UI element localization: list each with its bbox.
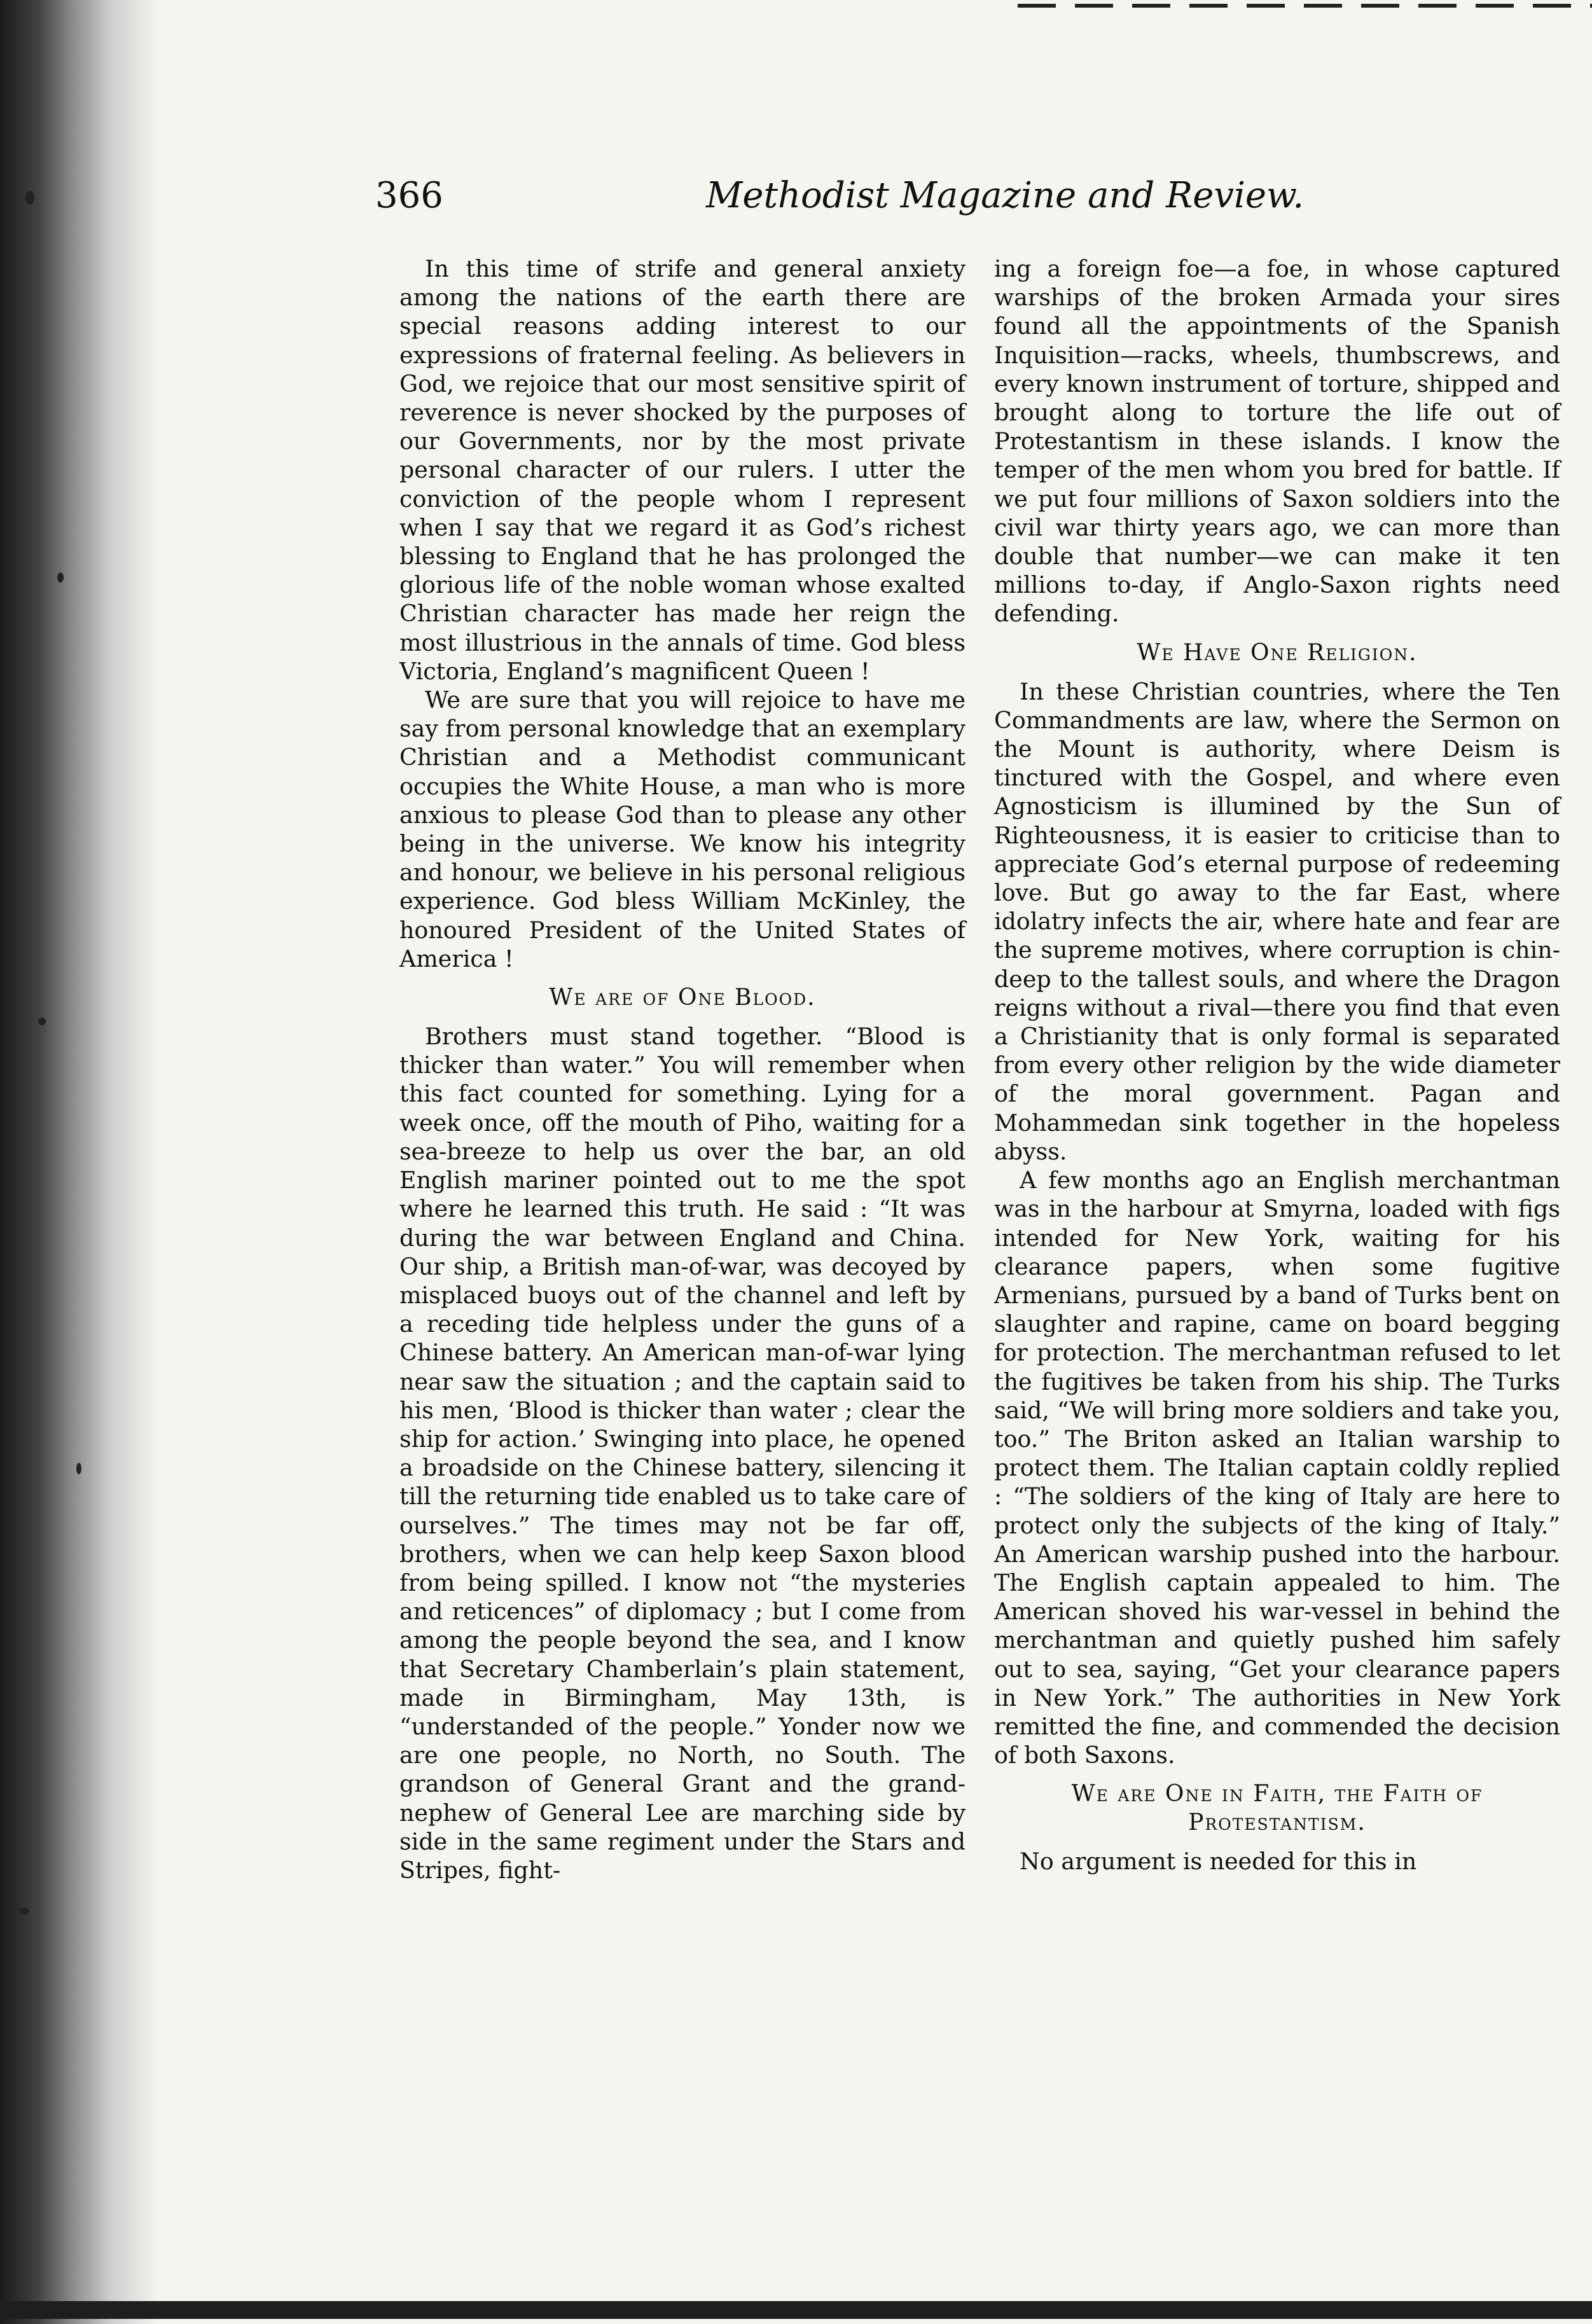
running-title: Methodist Magazine and Review.	[706, 175, 1305, 216]
binding-edge-scan-shadow	[0, 0, 159, 2324]
page-header	[375, 170, 1305, 228]
paragraph: We are sure that you will rejoice to have me say from personal knowledge that an exemplary Christian and a Methodist communicant occupies the White House, a man who is more anxious to please God than to please any other being in the universe. We know his integrity and honour, we believe in his personal religious experience. God bless William McKinley, the honoured President of the United States of America !	[399, 686, 966, 972]
left-column	[399, 254, 966, 1885]
section-heading: We Have One Religion.	[1137, 639, 1418, 666]
paragraph: In these Christian countries, where the Ten Commandments are law, where the Sermon on the Mount is authority, where Deism is tinctured with the Gospel, and where even Agnosticism is illumined by the Sun of Righteousness, it is easier to criticise than to appreciate God’s eternal purpose of redeeming love. But go away to the far East, where idolatry infects the air, where hate and fear are the supreme motives, where corruption is chin-deep to the tallest souls, and where the Dragon reigns without a rival—there you find that even a Christianity that is only formal is separated from every other religion by the wide diameter of the moral government. Pagan and Mohammedan sink together in the hopeless abyss.	[994, 677, 1560, 1165]
section-heading: We are One in Faith, the Faith of Protestantism.	[1071, 1781, 1483, 1836]
top-edge-rule	[1018, 4, 1592, 8]
scan-speck	[76, 1463, 81, 1474]
scan-speck	[38, 1018, 46, 1025]
bottom-edge-bar	[0, 2301, 1592, 2319]
right-column	[994, 254, 1560, 1876]
paragraph: In this time of strife and general anxiety among the nations of the earth there are special reasons adding interest to our expressions of fraternal feeling. As believers in God, we rejoice that our most sensitive spirit of reverence is never shocked by the purposes of our Governments, nor by the most private personal character of our rulers. I utter the conviction of the people whom I represent when I say that we regard it as God’s richest blessing to England that he has prolonged the glorious life of the noble woman whose exalted Christian character has made her reign the most illustrious in the annals of time. God bless Victoria, England’s magnificent Queen !	[399, 255, 966, 685]
paragraph: No argument is needed for this in	[1020, 1848, 1417, 1876]
section-heading: We are of One Blood.	[549, 985, 816, 1011]
paragraph: Brothers must stand together. “Blood is thicker than water.” You will remember when this fact counted for something. Lying for a week once, off the mouth of Piho, waiting for a sea-breeze to help us over the bar, an old English mariner pointed out to me the spot where he learned this truth. He said : “It was during the war between England and China. Our ship, a British man-of-war, was decoyed by misplaced buoys out of the channel and left by a receding tide helpless under the guns of a Chinese battery. An American man-of-war lying near saw the situation ; and the captain said to his men, ‘Blood is thicker than water ; clear the ship for action.’ Swinging into place, he opened a broadside on the Chinese battery, silencing it till the returning tide enabled us to take care of ourselves.” The times may not be far off, brothers, when we can help keep Saxon blood from being spilled. I know not “the mysteries and reticences” of diplomacy ; but I come from among the people beyond the sea, and I know that Secretary Chamberlain’s plain statement, made in Birmingham, May 13th, is “understanded of the people.” Yonder now we are one people, no North, no South. The grandson of General Grant and the grand-nephew of General Lee are marching side by side in the same regiment under the Stars and Stripes, fight-	[399, 1023, 966, 1884]
scan-speck	[25, 191, 34, 205]
paragraph-continued: ing a foreign foe—a foe, in whose captured warships of the broken Armada your sires found all the appointments of the Spanish Inquisition—racks, wheels, thumbscrews, and every known instrument of torture, shipped and brought along to torture the life out of Protestantism in these islands. I know the temper of the men whom you bred for battle. If we put four millions of Saxon soldiers into the civil war thirty years ago, we can more than double that number—we can make it ten millions to-day, if Anglo-Saxon rights need defending.	[994, 255, 1560, 628]
scan-speck	[19, 1908, 29, 1914]
page-number: 366	[375, 175, 443, 216]
scan-speck	[57, 572, 64, 583]
paragraph: A few months ago an English merchantman was in the harbour at Smyrna, loaded with figs intended for New York, waiting for his clearance papers, when some fugitive Armenians, pursued by a band of Turks bent on slaughter and rapine, came on board begging for protection. The merchantman refused to let the fugitives be taken from his ship. The Turks said, “We will bring more soldiers and take you, too.” The Briton asked an Italian warship to protect them. The Italian captain coldly replied : “The soldiers of the king of Italy are here to protect only the subjects of the king of Italy.” An American warship pushed into the harbour. The English captain appealed to him. The American shoved his war-vessel in behind the merchantman and quietly pushed him safely out to sea, saying, “Get your clearance papers in New York.” The authorities in New York remitted the fine, and commended the decision of both Saxons.	[994, 1166, 1560, 1769]
